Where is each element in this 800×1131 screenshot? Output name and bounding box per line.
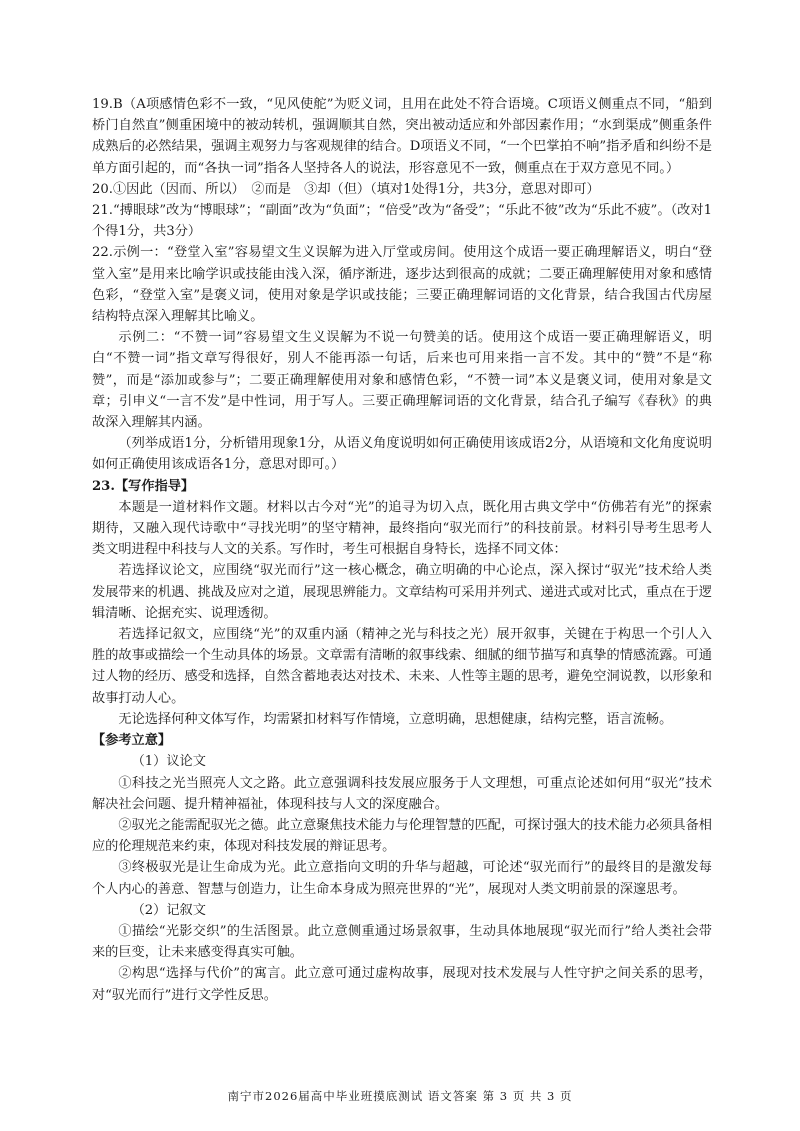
argumentative-idea-1: ①科技之光当照亮人文之路。此立意强调科技发展应服务于人文理想，可重点论述如何用“驭光”技术解决社会问题、提升精神福祉，体现科技与人文的深度融合。 [92, 775, 712, 812]
page-footer: 南宁市2026届高中毕业班摸底测试 语文答案 第 3 页 共 3 页 [227, 1089, 573, 1103]
answer-21: 21.“搏眼球”改为“博眼球”；“副面”改为“负面”；“倍受”改为“备受”；“乐此不彼”改为“乐此不疲”。（改对1个得1分，共3分） [92, 203, 712, 240]
argumentative-idea-2: ②驭光之能需配驭光之德。此立意聚焦技术能力与伦理智慧的匹配，可探讨强大的技术能力必须具备相应的伦理规范来约束，体现对科技发展的辩证思考。 [92, 817, 712, 855]
argumentative-idea-3: ③终极驭光是让生命成为光。此立意指向文明的升华与超越，可论述“驭光而行”的最终目的是激发每个人内心的善意、智慧与创造力，让生命本身成为照亮世界的“光”，展现对人类文明前景的深邃思考。 [92, 860, 712, 897]
answer-23-heading: 23.【写作指导】 [92, 478, 195, 494]
answer-22-example-2: 示例二：“不赞一词”容易望文生义误解为不说一句赞美的话。使用这个成语一要正确理解语义，明白“不赞一词”指文章写得很好，别人不能再添一句话，后来也可用来指一言不发。其中的“赞”不是“称赞”，而是“添加或参与”；二要正确理解使用对象和感情色彩，“不赞一词”本义是褒义词，使用对象是文章；引申义“一言不发”是中性词，用于写人。三要正确理解词语的文化背景，结合孔子编写《春秋》的典故深入理解其内涵。 [92, 330, 712, 431]
narrative-subheading: （2）记叙文 [131, 902, 206, 918]
writing-guide-paragraph-3: 若选择记叙文，应围绕“光”的双重内涵（精神之光与科技之光）展开叙事，关键在于构思一个引人入胜的故事或描绘一个生动具体的场景。文章需有清晰的叙事线索、细腻的细节描写和真挚的情感流露。可通过人物的经历、感受和选择，自然含蓄地表达对技术、未来、人性等主题的思考，避免空洞说教，以形象和故事打动人心。 [92, 627, 712, 706]
narrative-idea-1: ①描绘“光影交织”的生活图景。此立意侧重通过场景叙事，生动具体地展现“驭光而行”给人类社会带来的巨变，让未来感变得真实可触。 [92, 923, 712, 961]
writing-guide-paragraph-4: 无论选择何种文体写作，均需紧扣材料写作情境，立意明确，思想健康，结构完整，语言流畅。 [118, 711, 673, 727]
answer-19: 19.B（A项感情色彩不一致，“见风使舵”为贬义词，且用在此处不符合语境。C项语义侧重点不同，“船到桥门自然直”侧重困境中的被动转机，强调顺其自然，突出被动适应和外部因素作用；“水到渠成”侧重条件成熟后的必然结果，强调主观努力与客观规律的结合。D项语义不同，“一个巴掌拍不响”指矛盾和纠纷不是单方面引起的，而“各执一词”指各人坚持各人的说法，形容意见不一致，侧重点在于双方意见不同。） [92, 97, 712, 176]
writing-guide-paragraph-1: 本题是一道材料作文题。材料以古今对“光”的追寻为切入点，既化用古典文学中“仿佛若有光”的探索期待，又融入现代诗歌中“寻找光明”的坚守精神，最终指向“驭光而行”的科技前景。材料引导考生思考人类文明进程中科技与人文的关系。写作时，考生可根据自身特长，选择不同文体： [92, 499, 712, 558]
argumentative-subheading: （1）议论文 [131, 754, 206, 770]
reference-ideas-heading: 【参考立意】 [92, 733, 172, 749]
answer-page [92, 94, 712, 1006]
narrative-idea-2: ②构思“选择与代价”的寓言。此立意可通过虚构故事，展现对技术发展与人性守护之间关系的思考，对“驭光而行”进行文学性反思。 [92, 966, 712, 1003]
answer-20: 20.①因此（因而、所以） ②而是 ③却（但）（填对1处得1分，共3分，意思对即可） [92, 181, 600, 197]
writing-guide-paragraph-2: 若选择议论文，应围绕“驭光而行”这一核心概念，确立明确的中心论点，深入探讨“驭光”技术给人类发展带来的机遇、挑战及应对之道，展现思辨能力。文章结构可采用并列式、递进式或对比式，重点在于逻辑清晰、论据充实、说理透彻。 [92, 563, 712, 621]
answer-22-scoring: （列举成语1分，分析错用现象1分，从语义角度说明如何正确使用该成语2分，从语境和文化角度说明如何正确使用该成语各1分，意思对即可。） [92, 436, 712, 473]
answer-22-example-1: 22.示例一：“登堂入室”容易望文生义误解为进入厅堂或房间。使用这个成语一要正确理解语义，明白“登堂入室”是用来比喻学识或技能由浅入深，循序渐进，逐步达到很高的成就；二要正确理解使用对象和感情色彩，“登堂入室”是褒义词，使用对象是学识或技能；三要正确理解词语的文化背景，结合我国古代房屋结构特点深入理解其比喻义。 [92, 245, 712, 325]
